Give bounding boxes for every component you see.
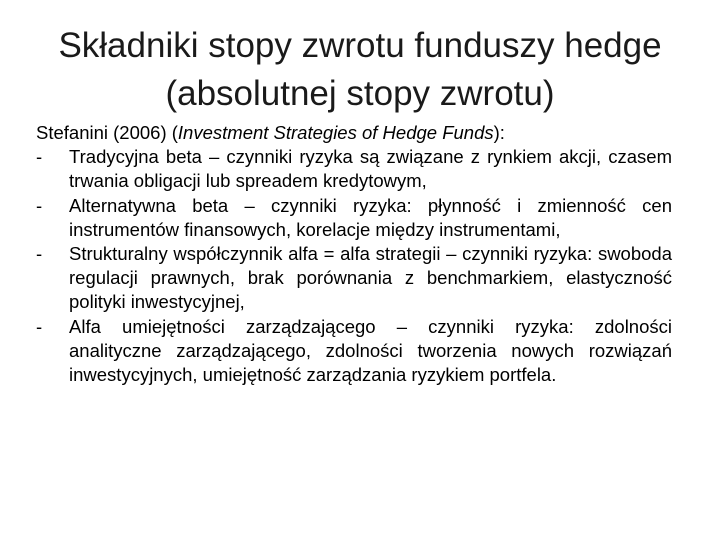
intro-prefix: Stefanini (2006) ( <box>36 122 178 143</box>
bullet-text: Strukturalny współczynnik alfa = alfa strategii – czynniki ryzyka: swoboda regulacji prawnych, brak porównania z benchmarkiem, elastyczność polityki inwestycyjnej, <box>69 243 672 313</box>
slide-title <box>36 22 684 118</box>
bullet-item <box>36 145 672 193</box>
intro-suffix: ): <box>493 122 505 143</box>
bullet-text: Alfa umiejętności zarządzającego – czynniki ryzyka: zdolności analityczne zarządzającego, zdolności tworzenia nowych rozwiązań inwestycyjnych, umiejętność zarządzania ryzykiem portfela. <box>69 315 672 386</box>
bullet-item <box>36 315 672 388</box>
book-title: Investment Strategies of Hedge Funds <box>177 122 494 143</box>
bullet-dash: - <box>36 146 43 168</box>
bullet-item <box>36 194 672 242</box>
bullet-text: Tradycyjna beta – czynniki ryzyka są związane z rynkiem akcji, czasem trwania obligacji lub spreadem kredytowym, <box>69 146 672 192</box>
bullet-dash: - <box>36 243 43 265</box>
slide-title-line-1: Składniki stopy zwrotu funduszy hedge <box>58 26 662 65</box>
bullet-item <box>36 242 672 315</box>
bullet-list <box>36 145 672 387</box>
bullet-dash: - <box>36 194 43 216</box>
bullet-dash: - <box>36 315 43 337</box>
slide-body <box>36 121 672 387</box>
slide-title-line-2: (absolutnej stopy zwrotu) <box>165 74 555 113</box>
bullet-text: Alternatywna beta – czynniki ryzyka: płynność i zmienność cen instrumentów finansowych, korelacje między instrumentami, <box>69 194 672 240</box>
intro-line <box>36 121 672 145</box>
